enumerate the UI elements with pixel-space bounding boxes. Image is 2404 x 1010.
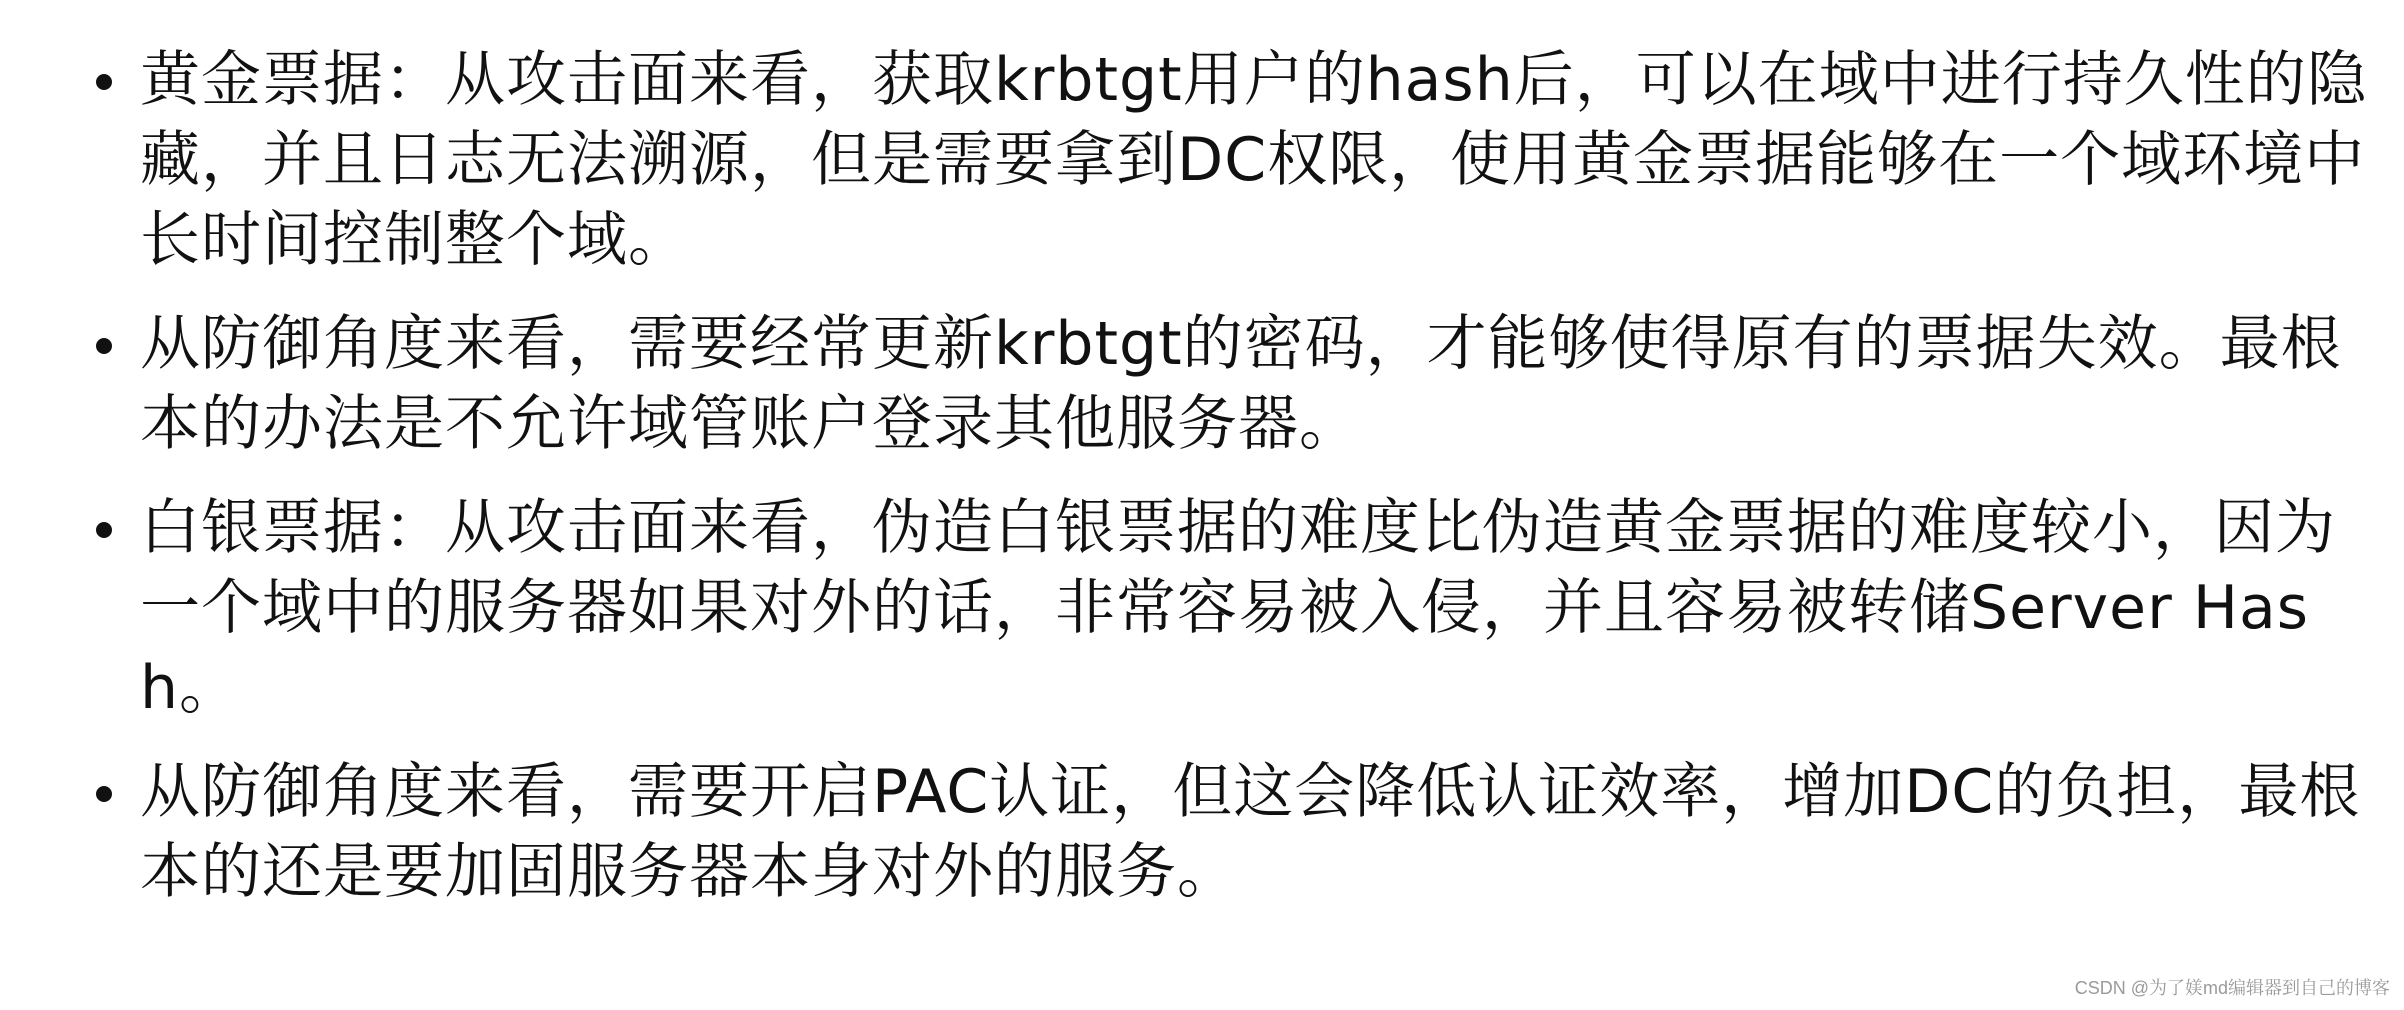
- bullet-dot-icon: [96, 786, 112, 802]
- bullet-dot-icon: [96, 522, 112, 538]
- list-item-golden-ticket-defense: [90, 304, 2380, 464]
- bullet-dot-icon: [96, 74, 112, 90]
- bullet-text: 从防御角度来看，需要经常更新krbtgt的密码，才能够使得原有的票据失效。最根本的办法是不允许域管账户登录其他服务器。: [140, 309, 2342, 459]
- bullet-dot-icon: [96, 338, 112, 354]
- bullet-text: 白银票据：从攻击面来看，伪造白银票据的难度比伪造黄金票据的难度较小，因为一个域中的服务器如果对外的话，非常容易被入侵，并且容易被转储Server Hash。: [140, 493, 2336, 723]
- list-item-silver-ticket-attack: [90, 488, 2380, 728]
- bullet-list: [90, 40, 2380, 936]
- bullet-text: 从防御角度来看，需要开启PAC认证，但这会降低认证效率，增加DC的负担，最根本的还是要加固服务器本身对外的服务。: [140, 757, 2361, 907]
- csdn-watermark: CSDN @为了媄md编辑器到自己的博客: [2074, 978, 2390, 998]
- bullet-text: 黄金票据：从攻击面来看，获取krbtgt用户的hash后，可以在域中进行持久性的隐藏，并且日志无法溯源，但是需要拿到DC权限，使用黄金票据能够在一个域环境中长时间控制整个域。: [140, 45, 2368, 275]
- list-item-golden-ticket-attack: [90, 40, 2380, 280]
- list-item-silver-ticket-defense: [90, 752, 2380, 912]
